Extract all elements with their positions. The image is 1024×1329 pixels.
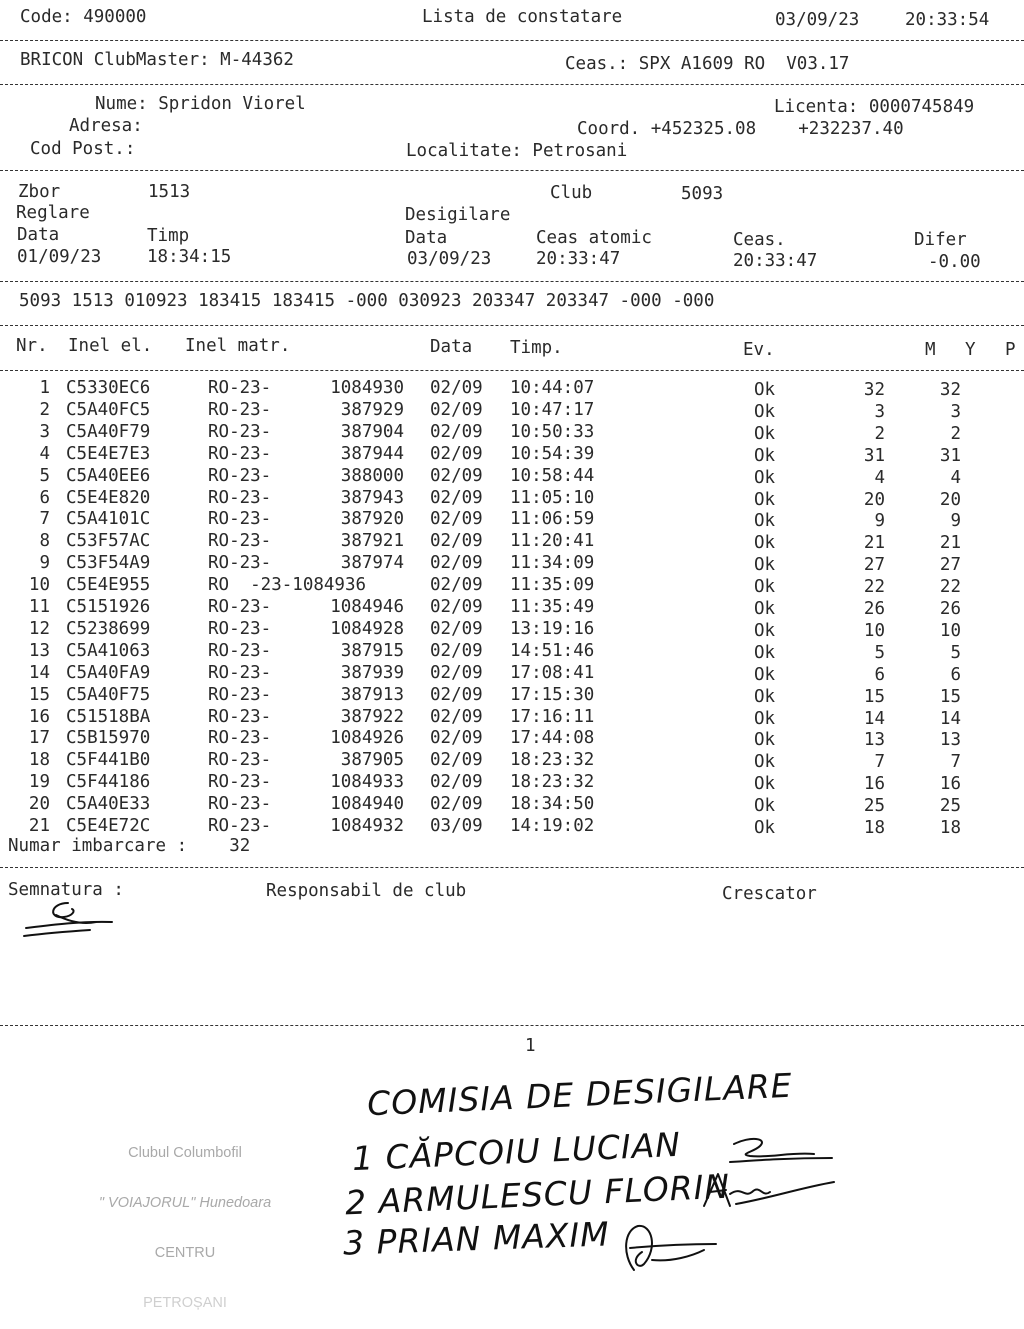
event-status: Ok [754,445,776,466]
col-y-value: 26 [939,599,961,619]
electronic-ring: C5A4101C [66,509,151,530]
col-header-p: P [1005,340,1016,360]
arrival-time: 17:16:11 [510,706,595,727]
col-header-m: M [925,340,936,360]
arrival-time: 10:44:07 [510,378,595,398]
divider [0,325,1024,326]
col-y-value: 6 [950,664,961,685]
row-number: 7 [39,509,50,530]
electronic-ring: C5A40FC5 [66,399,151,420]
ring-number: 1084926 [330,728,404,749]
event-status: Ok [754,511,776,532]
ring-prefix: RO-23- [208,531,272,552]
electronic-ring: C5151926 [66,597,151,617]
ring-prefix: RO-23- [208,706,272,727]
event-status: Ok [754,467,776,488]
ring-prefix: RO -23-1084936 [208,575,367,596]
row-number: 3 [39,421,50,442]
unsealing-label: Desigilare [405,205,511,225]
license-number: Licenta: 0000745849 [774,97,975,117]
club-label: Club [550,183,593,203]
electronic-ring: C5E4E7E3 [66,443,151,464]
row-number: 15 [28,684,50,705]
ring-number: 1084932 [330,816,404,836]
electronic-ring: C53F57AC [66,531,151,552]
setting-time-label: Timp [147,226,190,246]
arrival-date: 02/09 [430,662,483,683]
col-y-value: 9 [950,511,961,532]
col-m-value: 5 [874,642,885,663]
arrival-time: 17:44:08 [510,728,595,749]
col-m-value: 32 [863,380,885,400]
arrival-date: 02/09 [430,553,483,574]
code-line: 5093 1513 010923 183415 183415 -000 030923 203347 203347 -000 -000 [19,291,715,311]
row-number: 20 [28,794,50,815]
clock-time: 20:33:47 [733,251,818,271]
col-m-value: 9 [874,511,885,532]
col-m-value: 16 [863,774,885,795]
ring-prefix: RO-23- [208,772,272,793]
divider [0,1025,1024,1026]
event-status: Ok [754,686,776,707]
owner-name: Nume: Spridon Viorel [95,94,306,114]
col-y-value: 4 [950,467,961,488]
arrival-time: 11:06:59 [510,509,595,530]
breeder-label: Crescator [722,884,817,904]
col-y-value: 10 [939,620,961,641]
arrival-date: 02/09 [430,575,483,596]
ring-number: 1084930 [330,378,404,398]
ring-prefix: RO-23- [208,684,272,705]
atomic-clock-time: 20:33:47 [536,249,621,269]
clubmaster-id: BRICON ClubMaster: M-44362 [20,50,294,70]
clock-id: Ceas.: SPX A1609 RO V03.17 [565,54,850,74]
commission-member-3: 3 PRIAN MAXIM [342,1214,611,1263]
ring-prefix: RO-23- [208,421,272,442]
col-m-value: 4 [874,467,885,488]
ring-number: 387921 [340,531,404,552]
flight-number: 1513 [148,182,191,202]
col-y-value: 27 [939,555,961,576]
electronic-ring: C5A40E33 [66,794,151,815]
club-responsible-label: Responsabil de club [266,881,467,901]
row-number: 8 [39,531,50,552]
event-status: Ok [754,599,776,619]
arrival-time: 11:35:09 [510,575,595,596]
col-m-value: 21 [863,533,885,554]
col-y-value: 20 [939,489,961,510]
ring-number: 387922 [340,706,404,727]
arrival-time: 13:19:16 [510,618,595,639]
col-y-value: 15 [939,686,961,707]
row-number: 19 [28,772,50,793]
col-header-inel-matr: Inel matr. [185,336,291,356]
electronic-ring: C5F44186 [66,772,151,793]
ring-prefix: RO-23- [208,618,272,639]
setting-date-label: Data [17,225,60,245]
row-number: 18 [28,750,50,771]
electronic-ring: C5A41063 [66,640,151,661]
arrival-date: 02/09 [430,399,483,420]
arrival-date: 02/09 [430,443,483,464]
commission-member-1: 1 CĂPCOIU LUCIAN [351,1124,682,1179]
arrival-date: 02/09 [430,509,483,530]
setting-time: 18:34:15 [147,247,232,267]
electronic-ring: C5330EC6 [66,378,151,398]
col-header-nr: Nr. [16,336,48,356]
ring-number: 387974 [340,553,404,574]
event-status: Ok [754,818,776,838]
divider [0,170,1024,171]
arrival-date: 02/09 [430,750,483,771]
stamp-line: " VOIAJORUL" Hunedoara [98,1195,272,1212]
arrival-time: 11:20:41 [510,531,595,552]
arrival-time: 14:51:46 [510,640,595,661]
col-m-value: 22 [863,577,885,598]
signature-label: Semnatura : [8,880,124,900]
row-number: 6 [39,487,50,508]
arrival-date: 02/09 [430,728,483,749]
arrival-time: 17:08:41 [510,662,595,683]
ring-prefix: RO-23- [208,794,272,815]
col-m-value: 15 [863,686,885,707]
ring-number: 387943 [340,487,404,508]
ring-number: 387905 [340,750,404,771]
ring-number: 387929 [340,399,404,420]
col-y-value: 2 [950,423,961,444]
code-number: Code: 490000 [20,7,147,27]
col-y-value: 13 [939,730,961,751]
arrival-date: 02/09 [430,618,483,639]
row-number: 2 [39,399,50,420]
col-y-value: 5 [950,642,961,663]
ring-number: 387913 [340,684,404,705]
arrival-date: 02/09 [430,421,483,442]
row-number: 12 [28,618,50,639]
arrival-time: 18:23:32 [510,750,595,771]
event-status: Ok [754,774,776,795]
col-y-value: 22 [939,577,961,598]
stamp-line: CENTRU [154,1245,216,1262]
commission-title: COMISIA DE DESIGILARE [366,1065,794,1124]
col-m-value: 25 [863,796,885,817]
atomic-clock-label: Ceas atomic [536,228,652,248]
electronic-ring: C5E4E820 [66,487,151,508]
arrival-time: 10:58:44 [510,465,595,486]
row-number: 21 [28,816,50,836]
col-m-value: 27 [863,555,885,576]
electronic-ring: C5F441B0 [66,750,151,771]
ring-prefix: RO-23- [208,509,272,530]
event-status: Ok [754,423,776,444]
row-number: 5 [39,465,50,486]
club-stamp [60,1112,310,1329]
col-y-value: 32 [939,380,961,400]
row-number: 10 [28,575,50,596]
arrival-date: 03/09 [430,816,483,836]
event-status: Ok [754,380,776,400]
col-m-value: 13 [863,730,885,751]
col-header-data: Data [430,337,473,357]
ring-prefix: RO-23- [208,487,272,508]
row-number: 9 [39,553,50,574]
ring-number: 1084940 [330,794,404,815]
event-status: Ok [754,730,776,751]
document-title: Lista de constatare [422,7,623,27]
divider [0,40,1024,41]
arrival-date: 02/09 [430,772,483,793]
ring-prefix: RO-23- [208,378,272,398]
col-y-value: 3 [950,401,961,422]
page-number: 1 [525,1036,536,1056]
setting-date: 01/09/23 [17,247,102,267]
electronic-ring: C5A40FA9 [66,662,151,683]
arrival-date: 02/09 [430,487,483,508]
address-label: Adresa: [69,116,143,136]
event-status: Ok [754,489,776,510]
electronic-ring: C5E4E72C [66,816,151,836]
ring-prefix: RO-23- [208,399,272,420]
col-y-value: 14 [939,708,961,729]
ring-number: 1084928 [330,618,404,639]
row-number: 4 [39,443,50,464]
arrival-time: 11:05:10 [510,487,595,508]
arrival-date: 02/09 [430,531,483,552]
electronic-ring: C51518BA [66,706,151,727]
ring-prefix: RO-23- [208,728,272,749]
ring-prefix: RO-23- [208,662,272,683]
flight-label: Zbor [18,182,61,202]
event-status: Ok [754,555,776,576]
arrival-time: 17:15:30 [510,684,595,705]
member-3-signature [612,1220,722,1275]
row-number: 11 [28,597,50,617]
event-status: Ok [754,664,776,685]
ring-prefix: RO-23- [208,816,272,836]
col-m-value: 6 [874,664,885,685]
print-time: 20:33:54 [905,10,990,30]
divider [0,370,1024,371]
arrival-date: 02/09 [430,684,483,705]
arrival-time: 10:50:33 [510,421,595,442]
setting-label: Reglare [16,203,90,223]
col-header-timp: Timp. [510,338,563,358]
col-header-y: Y [965,340,976,360]
ring-number: 387939 [340,662,404,683]
ring-number: 387944 [340,443,404,464]
coordinates: Coord. +452325.08 +232237.40 [577,119,904,139]
col-m-value: 14 [863,708,885,729]
event-status: Ok [754,620,776,641]
club-number: 5093 [681,184,724,204]
ring-prefix: RO-23- [208,443,272,464]
electronic-ring: C5B15970 [66,728,151,749]
col-m-value: 2 [874,423,885,444]
ring-prefix: RO-23- [208,553,272,574]
col-m-value: 3 [874,401,885,422]
col-header-inel-el: Inel el. [68,336,153,356]
electronic-ring: C5A40F79 [66,421,151,442]
arrival-time: 11:34:09 [510,553,595,574]
divider [0,84,1024,85]
col-y-value: 7 [950,752,961,773]
difference-label: Difer [914,230,967,250]
electronic-ring: C5238699 [66,618,151,639]
event-status: Ok [754,752,776,773]
event-status: Ok [754,577,776,598]
row-number: 16 [28,706,50,727]
arrival-date: 02/09 [430,640,483,661]
divider [0,867,1024,868]
col-y-value: 16 [939,774,961,795]
postal-code-label: Cod Post.: [30,139,136,159]
col-m-value: 7 [874,752,885,773]
stamp-line: PETROȘANI [143,1295,227,1312]
electronic-ring: C53F54A9 [66,553,151,574]
arrival-date: 02/09 [430,597,483,617]
ring-prefix: RO-23- [208,597,272,617]
col-m-value: 26 [863,599,885,619]
arrival-time: 11:35:49 [510,597,595,617]
electronic-ring: C5A40EE6 [66,465,151,486]
arrival-date: 02/09 [430,378,483,398]
col-header-ev: Ev. [743,340,775,360]
row-number: 1 [39,378,50,398]
ring-number: 1084946 [330,597,404,617]
row-number: 14 [28,662,50,683]
handwritten-signature [20,895,130,945]
ring-number: 388000 [340,465,404,486]
event-status: Ok [754,642,776,663]
col-y-value: 18 [939,818,961,838]
ring-number: 387920 [340,509,404,530]
col-m-value: 31 [863,445,885,466]
arrival-time: 18:34:50 [510,794,595,815]
row-number: 13 [28,640,50,661]
electronic-ring: C5E4E955 [66,575,151,596]
arrival-time: 10:54:39 [510,443,595,464]
unsealing-date-label: Data [405,228,448,248]
ring-number: 387915 [340,640,404,661]
member-2-signature [700,1168,840,1218]
arrival-time: 14:19:02 [510,816,595,836]
ring-number: 1084933 [330,772,404,793]
col-y-value: 25 [939,796,961,817]
col-m-value: 10 [863,620,885,641]
col-m-value: 20 [863,489,885,510]
electronic-ring: C5A40F75 [66,684,151,705]
difference-value: -0.00 [928,252,981,272]
commission-member-2: 2 ARMULESCU FLORIN [344,1166,731,1223]
clock-label: Ceas. [733,230,786,250]
event-status: Ok [754,708,776,729]
locality: Localitate: Petrosani [406,141,628,161]
col-y-value: 31 [939,445,961,466]
arrival-date: 02/09 [430,465,483,486]
ring-prefix: RO-23- [208,640,272,661]
col-y-value: 21 [939,533,961,554]
ring-prefix: RO-23- [208,465,272,486]
unsealing-date: 03/09/23 [407,249,492,269]
arrival-time: 18:23:32 [510,772,595,793]
col-m-value: 18 [863,818,885,838]
divider [0,281,1024,282]
event-status: Ok [754,533,776,554]
print-date: 03/09/23 [775,10,860,30]
arrival-date: 02/09 [430,794,483,815]
ring-prefix: RO-23- [208,750,272,771]
event-status: Ok [754,401,776,422]
arrival-date: 02/09 [430,706,483,727]
row-number: 17 [28,728,50,749]
arrival-time: 10:47:17 [510,399,595,420]
boarding-count: Numar imbarcare : 32 [8,836,251,856]
stamp-line: Clubul Columbofil [128,1145,242,1162]
event-status: Ok [754,796,776,817]
ring-number: 387904 [340,421,404,442]
